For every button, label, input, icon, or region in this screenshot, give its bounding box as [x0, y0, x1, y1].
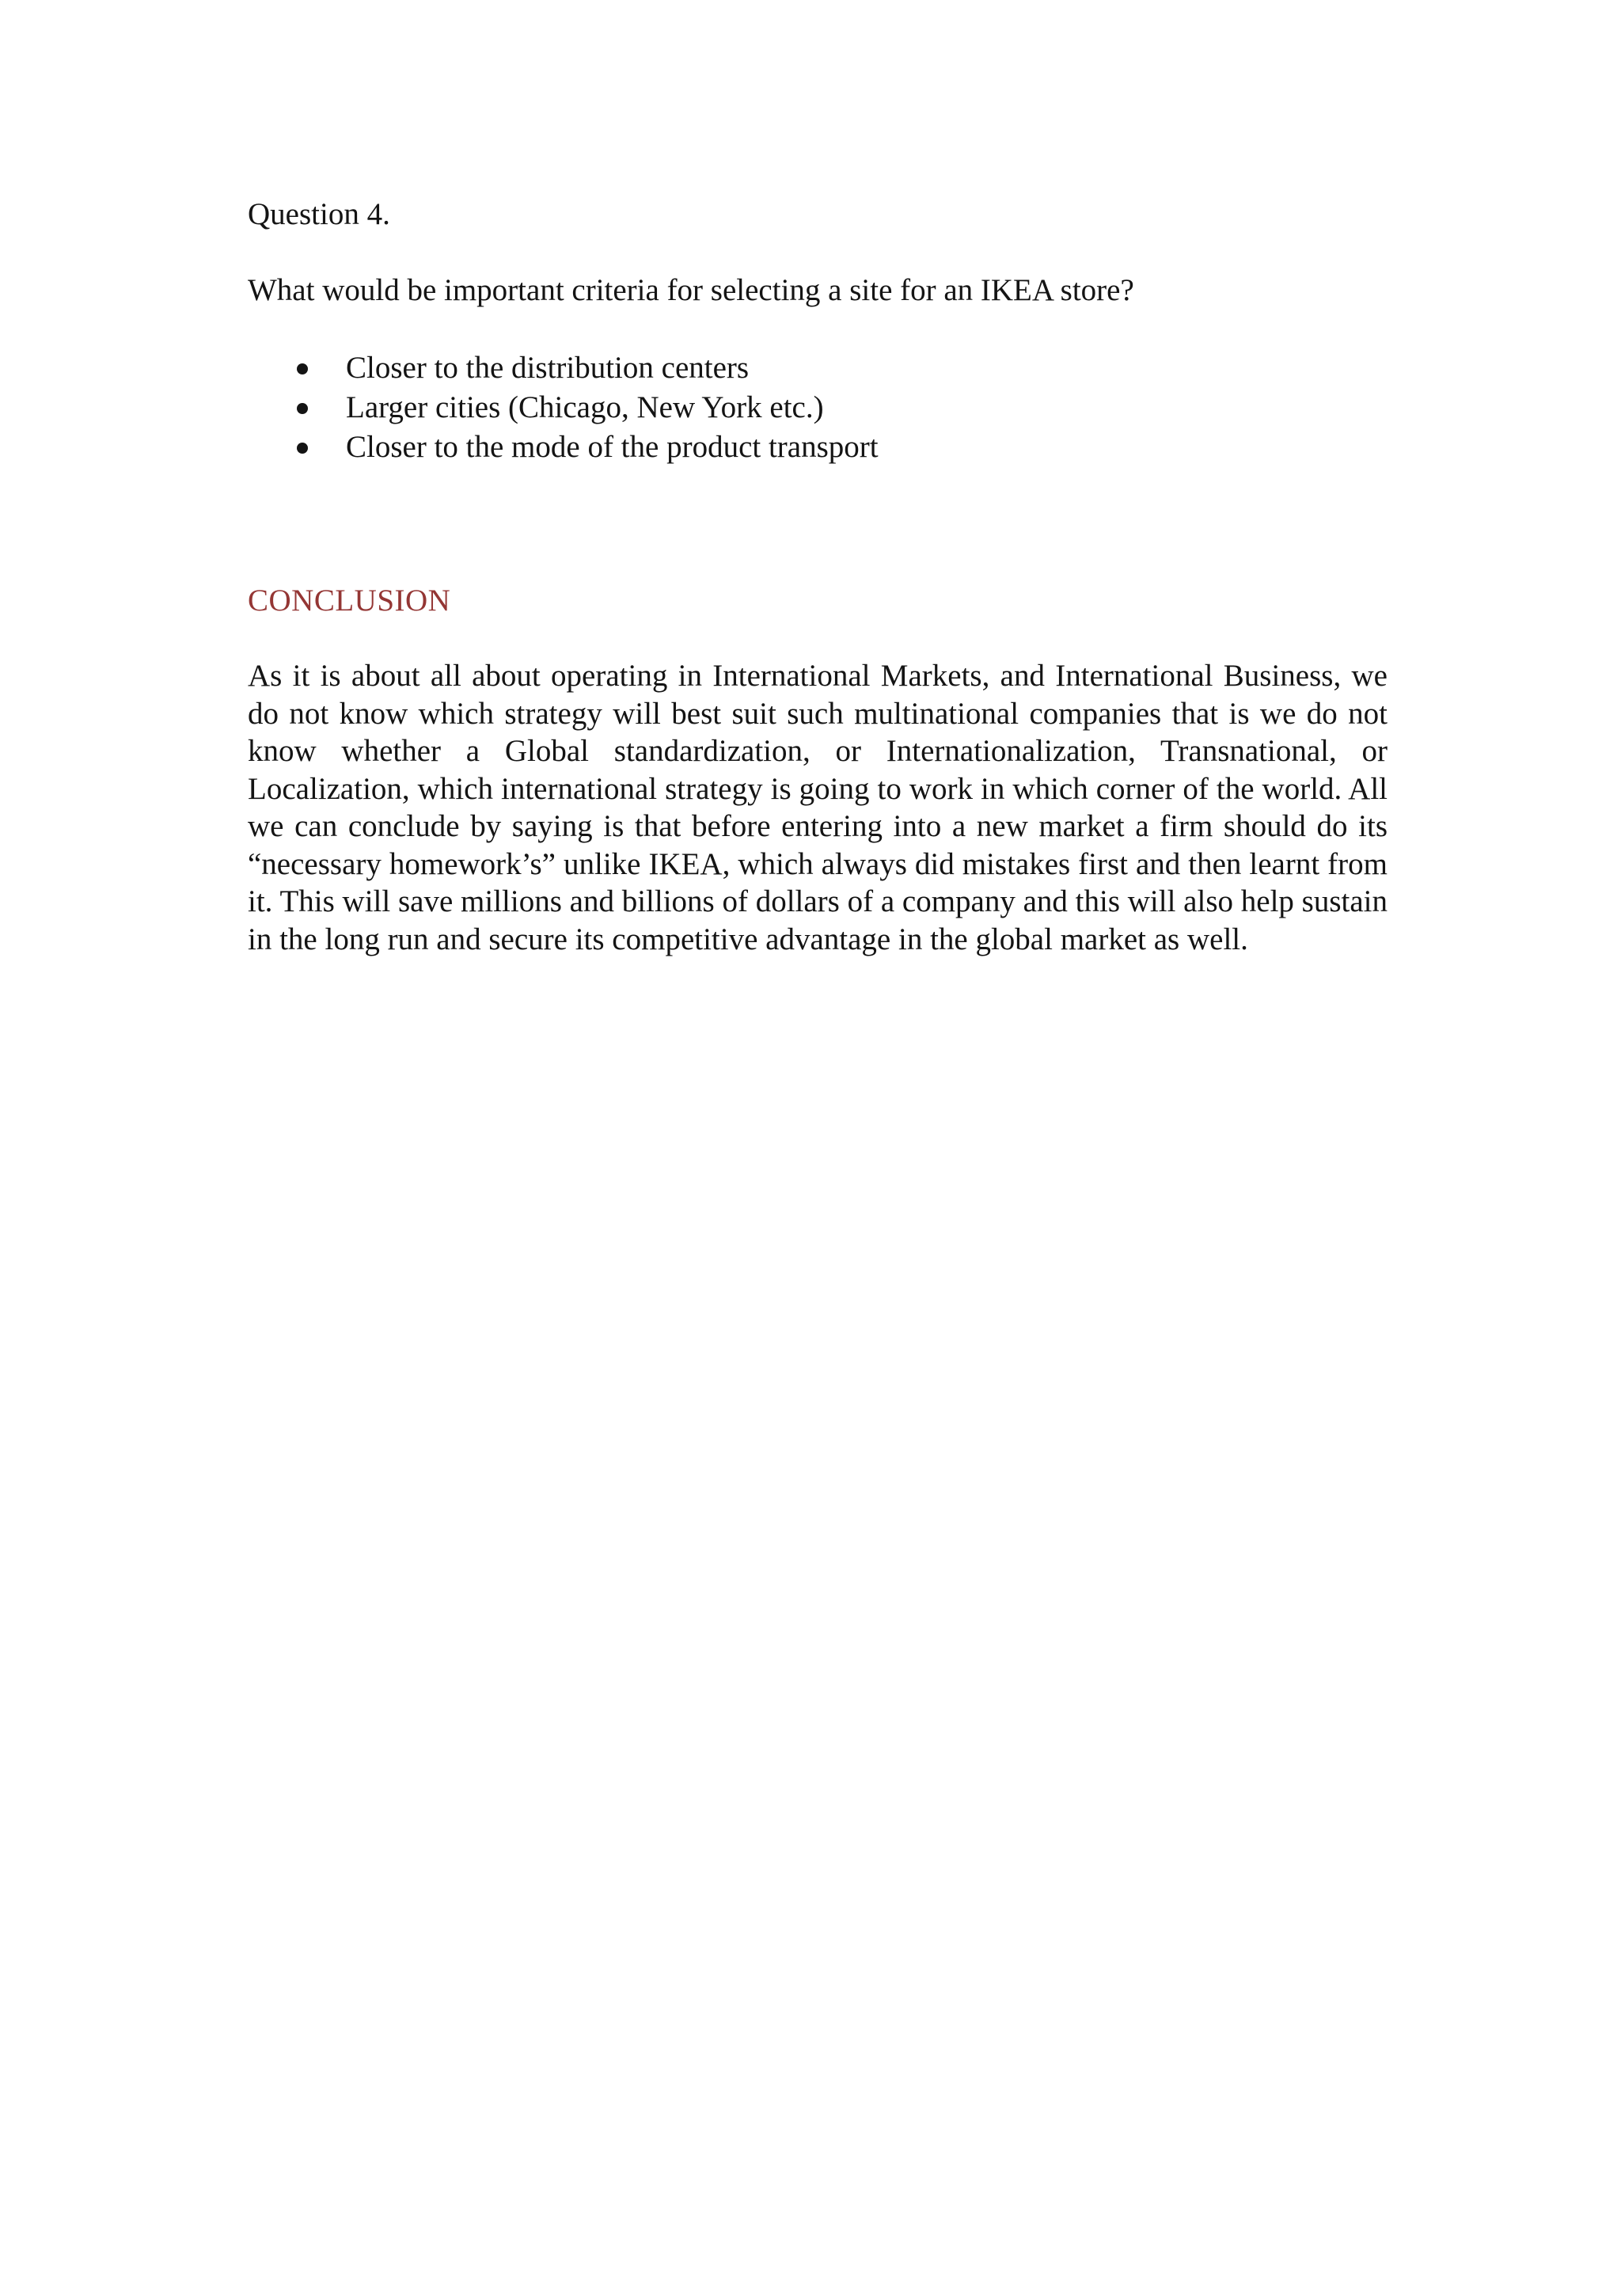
- conclusion-paragraph: As it is about all about operating in International Markets, and International Business, we do not know which strategy will best suit such multinational companies that is we do not know whether a Global standardization, or Internationalization, Transnational, or Localization, which international strategy is going to work in which corner of the world. All we can conclude by saying is that before entering into a new market a firm should do its “necessary homework’s” unlike IKEA, which always did mistakes first and then learnt from it. This will save millions and billions of dollars of a company and this will also help sustain in the long run and secure its competitive advantage in the global market as well.: [248, 659, 1388, 956]
- bullet-icon: [297, 443, 308, 454]
- bullet-icon: [297, 363, 308, 374]
- list-item: [248, 348, 1388, 388]
- list-item-text: Closer to the mode of the product transport: [346, 430, 879, 464]
- question-heading: Question 4.: [248, 197, 390, 231]
- criteria-list: [248, 348, 1388, 467]
- list-item: [248, 388, 1388, 428]
- list-item: [248, 428, 1388, 467]
- list-item-text: Closer to the distribution centers: [346, 351, 750, 385]
- bullet-icon: [297, 403, 308, 414]
- conclusion-heading: CONCLUSION: [248, 584, 451, 618]
- list-item-text: Larger cities (Chicago, New York etc.): [346, 390, 824, 424]
- question-text: What would be important criteria for selecting a site for an IKEA store?: [248, 273, 1134, 307]
